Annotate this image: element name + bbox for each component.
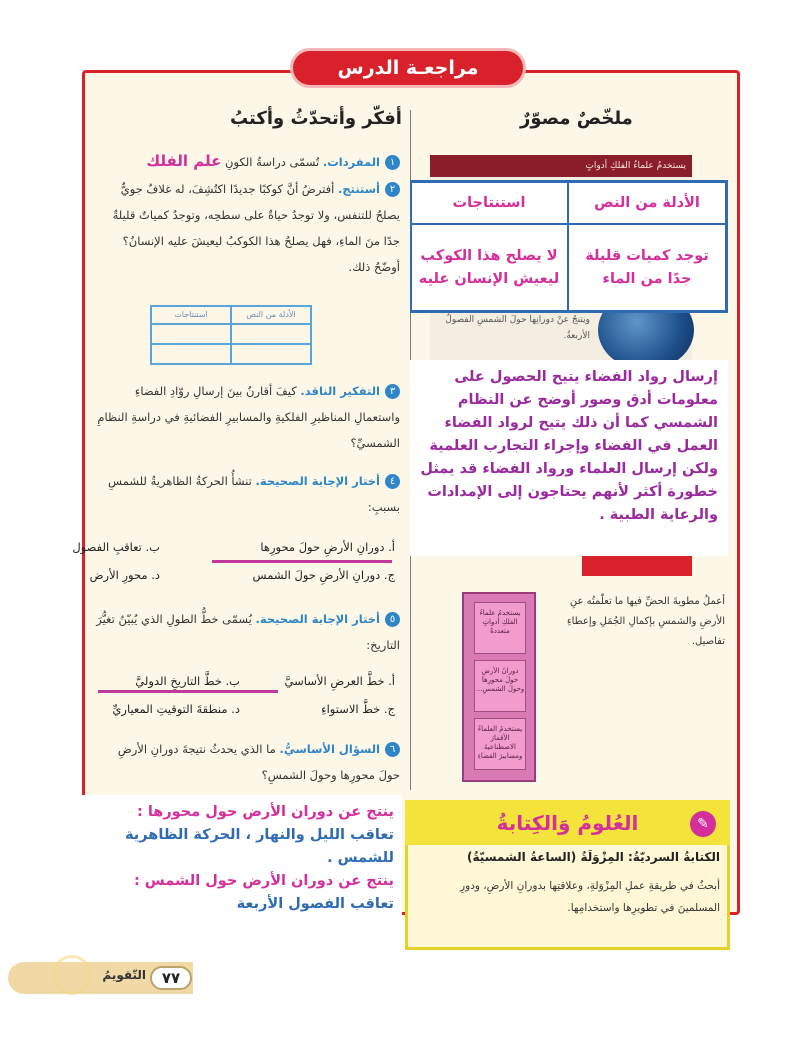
mini-table-cell [151, 344, 231, 364]
summary-title: ملخّصٌ مصوّرٌ [520, 108, 633, 129]
question-6 [95, 736, 400, 788]
foldable-image [462, 592, 536, 782]
q4-label: أختار الإجابة الصحيحة. [255, 474, 380, 488]
mini-table-cell [151, 324, 231, 344]
q2-label: أستنتج. [338, 182, 380, 196]
q4-option-a[interactable]: أ. دورانِ الأرضِ حولَ محورِها [260, 540, 395, 554]
q6-text: ما الذي يحدثُ نتيجةَ دورانِ الأرضِ حولَ محورِها وحولَ الشمسِ؟ [117, 742, 400, 782]
question-number-5: ٥ [385, 612, 400, 627]
q3-label: التفكير الناقد. [300, 384, 380, 398]
q4-option-d[interactable]: د. محورِ الأرض [89, 568, 160, 582]
q5-option-c[interactable]: ج. خطَّ الاستواءِ [321, 702, 395, 716]
q5-option-a[interactable]: أ. خطَّ العرضِ الأساسيَّ [284, 674, 395, 688]
q5-option-b[interactable]: ب. خطَّ التاريخِ الدوليَّ [135, 674, 240, 688]
answer-line-3: ينتج عن دوران الأرض حول الشمس : [133, 873, 394, 889]
mini-table-header-evidence: الأدلة من النص [231, 306, 311, 324]
question-number-1: ١ [385, 155, 400, 170]
science-writing-text: أبحثُ في طريقةِ عملِ المِزْوَلةِ، وعلاقتِها بدورانِ الأرضِ، ودورِ المسلمينَ في تطويرِها واستخدامِها. [460, 880, 720, 914]
red-strip [582, 556, 692, 576]
mini-table-cell [231, 344, 311, 364]
answer-line-4: تعاقب الفصول الأربعة [236, 896, 394, 912]
q5-option-d[interactable]: د. منطقةَ التوقيتِ المعياريِّ [112, 702, 240, 716]
summary-image-caption: يستخدمُ علماءُ الفلكِ أدواتٍ [430, 155, 692, 177]
summary-caption-bottom: ويتنجُ عنْ دورانِها حولَ الشمسِ الفصولُ الأربعةُ. [445, 315, 590, 341]
q1-text: تُسمّى دراسةُ الكونِ [225, 155, 320, 169]
q4-answer-underline [212, 560, 392, 563]
answer-critical-thinking: إرسال رواد الفضاء يتيح الحصول على معلومات أدق وصور أوضح عن النظام الشمسي كما أن ذلك يتيح لرواد الفضاء العمل في الفضاء وإجراء التجارب العلمية ولكن إرسال العلماء ورواد الفضاء قد يمثل خطورة أكثر لأنهم يحتاجون إلى الإمدادات والرعاية الطبية . [410, 360, 728, 556]
foldable-instruction: أعملُ مطويةَ الحضِّ فيها ما تعلّمتُه عنِ الأرضِ والشمسِ بإكمالِ الجُمَلِ وإعطاءِ تفاصيل. [566, 596, 725, 647]
q1-label: المفردات. [322, 155, 380, 169]
answer-essential-question [82, 795, 402, 943]
answer-line-2: تعاقب الليل والنهار ، الحركة الظاهرية للشمس . [125, 827, 394, 866]
question-3 [95, 378, 400, 456]
mini-table [150, 305, 312, 365]
evidence-cell: توجد كميات قليلة جدًا من الماء [568, 224, 726, 311]
question-1 [95, 148, 400, 175]
q4-option-b[interactable]: ب. تعاقبِ الفصول [72, 540, 160, 554]
science-writing-title: الكتابةُ السرديّةُ: المِزْوَلَةُ (الساعةُ الشمسيّةُ) [467, 850, 720, 864]
page-number: ٧٧ [150, 966, 192, 990]
q5-label: أختار الإجابة الصحيحة. [255, 612, 380, 626]
question-number-2: ٢ [385, 182, 400, 197]
question-5 [95, 606, 400, 658]
q2-text: أفترضُ أنَّ كوكبًا جديدًا اكتُشِفَ، له غلافٌ جويٌّ يصلحُ للتنفس، ولا توجدُ حياةٌ على سطحِه، وتوجدُ كمياتٌ قليلةٌ جدًا منَ الماءِ، فهل يصلحُ هذا الكوكبُ ليعيشَ عليه الإنسانُ؟ أوضّحُ ذلك. [112, 182, 400, 274]
question-number-6: ٦ [385, 742, 400, 757]
q6-label: السؤال الأساسيُّ. [279, 742, 380, 756]
science-writing-header: العُلومُ وَالكِتابةُ [405, 800, 730, 845]
foldable-flap-1: يستخدمُ علماءُ الفلكِ أدواتٍ متعددةً [474, 602, 526, 654]
question-4 [95, 468, 400, 520]
pencil-icon: ✎ [690, 811, 716, 837]
question-number-3: ٣ [385, 384, 400, 399]
q1-answer: علم الفلك [146, 152, 222, 170]
foldable-flap-3: يستخدمُ العلماءُ الأقمارَ الاصطناعيةَ ومسابيرَ الفضاءِ [474, 718, 526, 770]
footer-label: التّقويمُ [102, 968, 146, 982]
evidence-header: الأدلة من النص [568, 182, 726, 224]
q4-option-c[interactable]: ج. دورانِ الأرضِ حولَ الشمس [252, 568, 395, 582]
q5-answer-underline [98, 690, 278, 693]
q4-text: تنشأُ الحركةُ الظاهريةُ للشمسِ بسببِ: [108, 474, 400, 514]
conclusion-cell: لا يصلح هذا الكوكب ليعيش الإنسان عليه [410, 224, 568, 311]
conclusions-header: استنتاجات [410, 182, 568, 224]
q5-text: يُسمّى خطُّ الطولِ الذي يُبيّنُ تغيُّرَ التاريخ: [96, 612, 400, 652]
think-talk-write-title: أفكّر وأتحدّثُ وأكتبُ [230, 108, 402, 129]
question-number-4: ٤ [385, 474, 400, 489]
mini-table-cell [231, 324, 311, 344]
answer-line-1: ينتج عن دوران الأرض حول محورها : [136, 804, 394, 820]
mini-table-header-conclusions: استنتاجات [151, 306, 231, 324]
evidence-table [410, 180, 728, 313]
lesson-review-banner: مراجعـة الدرس [290, 48, 526, 88]
question-2 [95, 176, 400, 280]
foldable-flap-2: دورانُ الأرضِ حولَ محورِها وحولَ الشمسِ... [474, 660, 526, 712]
q3-text: كيفَ أقارنُ بينَ إرسالِ روّادِ الفضاءِ واستعمالِ المناظيرِ الفلكيةِ والمسابيرِ الفضائيةِ في دراسةِ النظامِ الشمسيِّ؟ [97, 384, 400, 450]
